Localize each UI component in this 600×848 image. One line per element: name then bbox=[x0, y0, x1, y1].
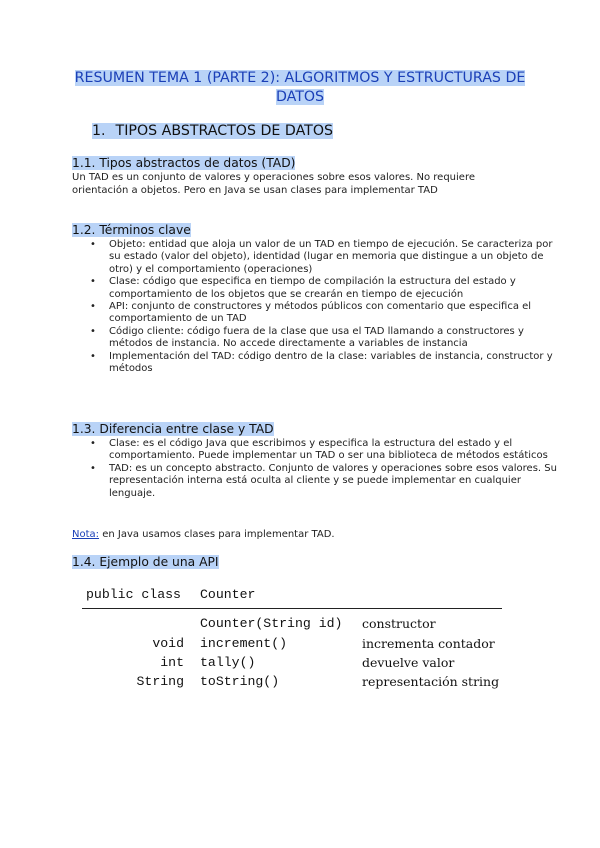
api-return-type: void bbox=[152, 636, 184, 651]
subsection-1-1-title: 1.1. Tipos abstractos de datos (TAD) bbox=[72, 156, 296, 170]
note-paragraph bbox=[72, 529, 532, 542]
api-description: incrementa contador bbox=[362, 636, 495, 651]
api-description: constructor bbox=[362, 616, 436, 631]
list-item: • Implementación del TAD: código dentro de la clase: variables de instancia, constructor y métodos bbox=[109, 351, 565, 376]
api-description: representación string bbox=[362, 674, 500, 689]
subsection-1-4-title: 1.4. Ejemplo de una API bbox=[72, 555, 219, 569]
subsection-1-1-heading bbox=[72, 156, 295, 171]
list-item: • Código cliente: código fuera de la clase que usa el TAD llamando a constructores y métodos de instancia. No accede directamente a variables de instancia bbox=[109, 326, 565, 351]
subsection-1-3-heading bbox=[72, 422, 274, 437]
note-label: Nota: bbox=[72, 529, 100, 540]
subsection-1-3-title: 1.3. Diferencia entre clase y TAD bbox=[72, 422, 274, 436]
subsection-1-1-text: Un TAD es un conjunto de valores y operaciones sobre esos valores. No requiere orientación a objetos. Pero en Java se usan clases para implementar TAD bbox=[72, 172, 475, 196]
subsection-1-4-heading bbox=[72, 555, 219, 570]
api-signature: Counter(String id) bbox=[200, 616, 343, 631]
section-1-title: TIPOS ABSTRACTOS DE DATOS bbox=[115, 123, 334, 139]
list-item: • Clase: código que especifica en tiempo de compilación la estructura del estado y comportamiento de los objetos que se crearán en tiempo de ejecución bbox=[109, 276, 565, 301]
section-1-heading-highlight bbox=[92, 123, 333, 139]
subsection-1-2-heading bbox=[72, 223, 191, 238]
page-title-text: RESUMEN TEMA 1 (PARTE 2): ALGORITMOS Y ESTRUCTURAS DE DATOS bbox=[74, 70, 526, 105]
key-terms-list bbox=[72, 239, 565, 375]
section-1-number: 1. bbox=[92, 123, 106, 139]
list-item: • TAD: es un concepto abstracto. Conjunto de valores y operaciones sobre esos valores. Su representación interna está oculta al cliente y se puede implementar en cualquier lenguaje. bbox=[109, 463, 565, 500]
api-signature: tally() bbox=[200, 655, 256, 670]
note-text: en Java usamos clases para implementar TAD. bbox=[99, 529, 335, 540]
api-description: devuelve valor bbox=[362, 655, 455, 670]
api-header-left: public class bbox=[86, 587, 181, 602]
api-divider bbox=[82, 608, 502, 609]
section-1-heading bbox=[92, 121, 333, 141]
api-header-class: Counter bbox=[200, 587, 256, 602]
api-table bbox=[82, 585, 502, 697]
class-vs-tad-list bbox=[72, 438, 565, 500]
api-return-type: int bbox=[160, 655, 184, 670]
api-signature: increment() bbox=[200, 636, 288, 651]
page-title bbox=[60, 69, 540, 107]
api-signature: toString() bbox=[200, 674, 280, 689]
subsection-1-2-title: 1.2. Términos clave bbox=[72, 223, 191, 237]
api-return-type: String bbox=[136, 674, 184, 689]
list-item: • Clase: es el código Java que escribimos y especifica la estructura del estado y el comportamiento. Puede implementar un TAD o ser una biblioteca de métodos estáticos bbox=[109, 438, 565, 463]
list-item: • Objeto: entidad que aloja un valor de un TAD en tiempo de ejecución. Se caracteriza por su estado (valor del objeto), identidad (lugar en memoria que distingue a un objeto de otro) y el comportamiento (operaciones) bbox=[109, 239, 565, 276]
list-item: • API: conjunto de constructores y métodos públicos con comentario que especifica el comportamiento de un TAD bbox=[109, 301, 565, 326]
